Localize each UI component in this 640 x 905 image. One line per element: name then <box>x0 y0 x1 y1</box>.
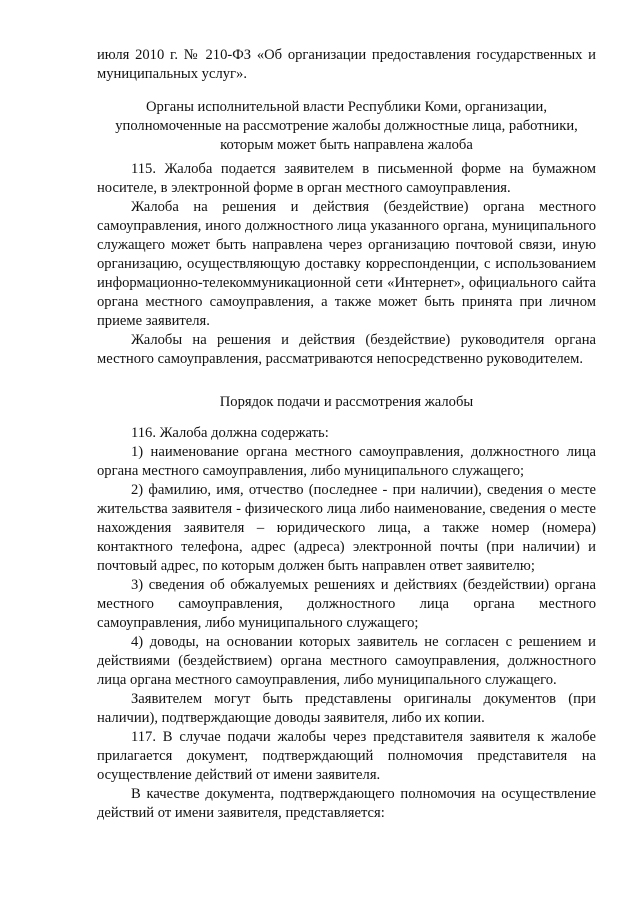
section-116 <box>97 424 596 823</box>
paragraph: Жалоба на решения и действия (бездействие) органа местного самоуправления, иного должностного лица указанного органа, муниципального служащего может быть направлена через организацию почтовой связи, иную организацию, осуществляющую доставку корреспонденции, с использованием информационно-телекоммуникационной сети «Интернет», официального сайта органа местного самоуправления, а также может быть принята при личном приеме заявителя. <box>97 199 596 329</box>
heading-line: уполномоченные на рассмотрение жалобы должностные лица, работники, <box>115 118 578 134</box>
previous-paragraph-continuation <box>97 46 596 84</box>
paragraph: 4) доводы, на основании которых заявитель не согласен с решением и действиями (бездействием) органа местного самоуправления, должностного лица органа местного самоуправления, либо муниципального служащего. <box>97 634 596 688</box>
paragraph: 115. Жалоба подается заявителем в письменной форме на бумажном носителе, в электронной форме в орган местного самоуправления. <box>97 161 596 196</box>
paragraph: 1) наименование органа местного самоуправления, должностного лица органа местного самоуправления, либо муниципального служащего; <box>97 444 596 479</box>
order-heading <box>97 393 596 412</box>
heading-line: Порядок подачи и рассмотрения жалобы <box>219 394 474 410</box>
heading-line: Органы исполнительной власти Республики Коми, организации, <box>145 99 548 115</box>
paragraph: 2) фамилию, имя, отчество (последнее - при наличии), сведения о месте жительства заявителя - физического лица либо наименование, сведения о месте нахождения заявителя – юридического лица, а также номер (номера) контактного телефона, адрес (адреса) электронной почты (при наличии) и почтовый адрес, по которым должен быть направлен ответ заявителю; <box>97 482 596 574</box>
paragraph: В качестве документа, подтверждающего полномочия на осуществление действий от имени заявителя, представляется: <box>97 786 596 821</box>
paragraph: Заявителем могут быть представлены оригиналы документов (при наличии), подтверждающие доводы заявителя, либо их копии. <box>97 691 596 726</box>
authority-heading <box>97 98 596 155</box>
paragraph: 117. В случае подачи жалобы через представителя заявителя к жалобе прилагается документ, подтверждающий полномочия представителя на осуществление действий от имени заявителя. <box>97 729 596 783</box>
paragraph: Жалобы на решения и действия (бездействие) руководителя органа местного самоуправления, рассматриваются непосредственно руководителем. <box>97 332 596 367</box>
paragraph: 116. Жалоба должна содержать: <box>131 425 329 441</box>
section-115 <box>97 160 596 369</box>
heading-line: которым может быть направлена жалоба <box>220 137 473 153</box>
paragraph: 3) сведения об обжалуемых решениях и действиях (бездействии) органа местного самоуправления, должностного лица органа местного самоуправления, либо муниципального служащего; <box>97 577 596 631</box>
paragraph: июля 2010 г. № 210-ФЗ «Об организации предоставления государственных и муниципальных услуг». <box>97 47 596 82</box>
